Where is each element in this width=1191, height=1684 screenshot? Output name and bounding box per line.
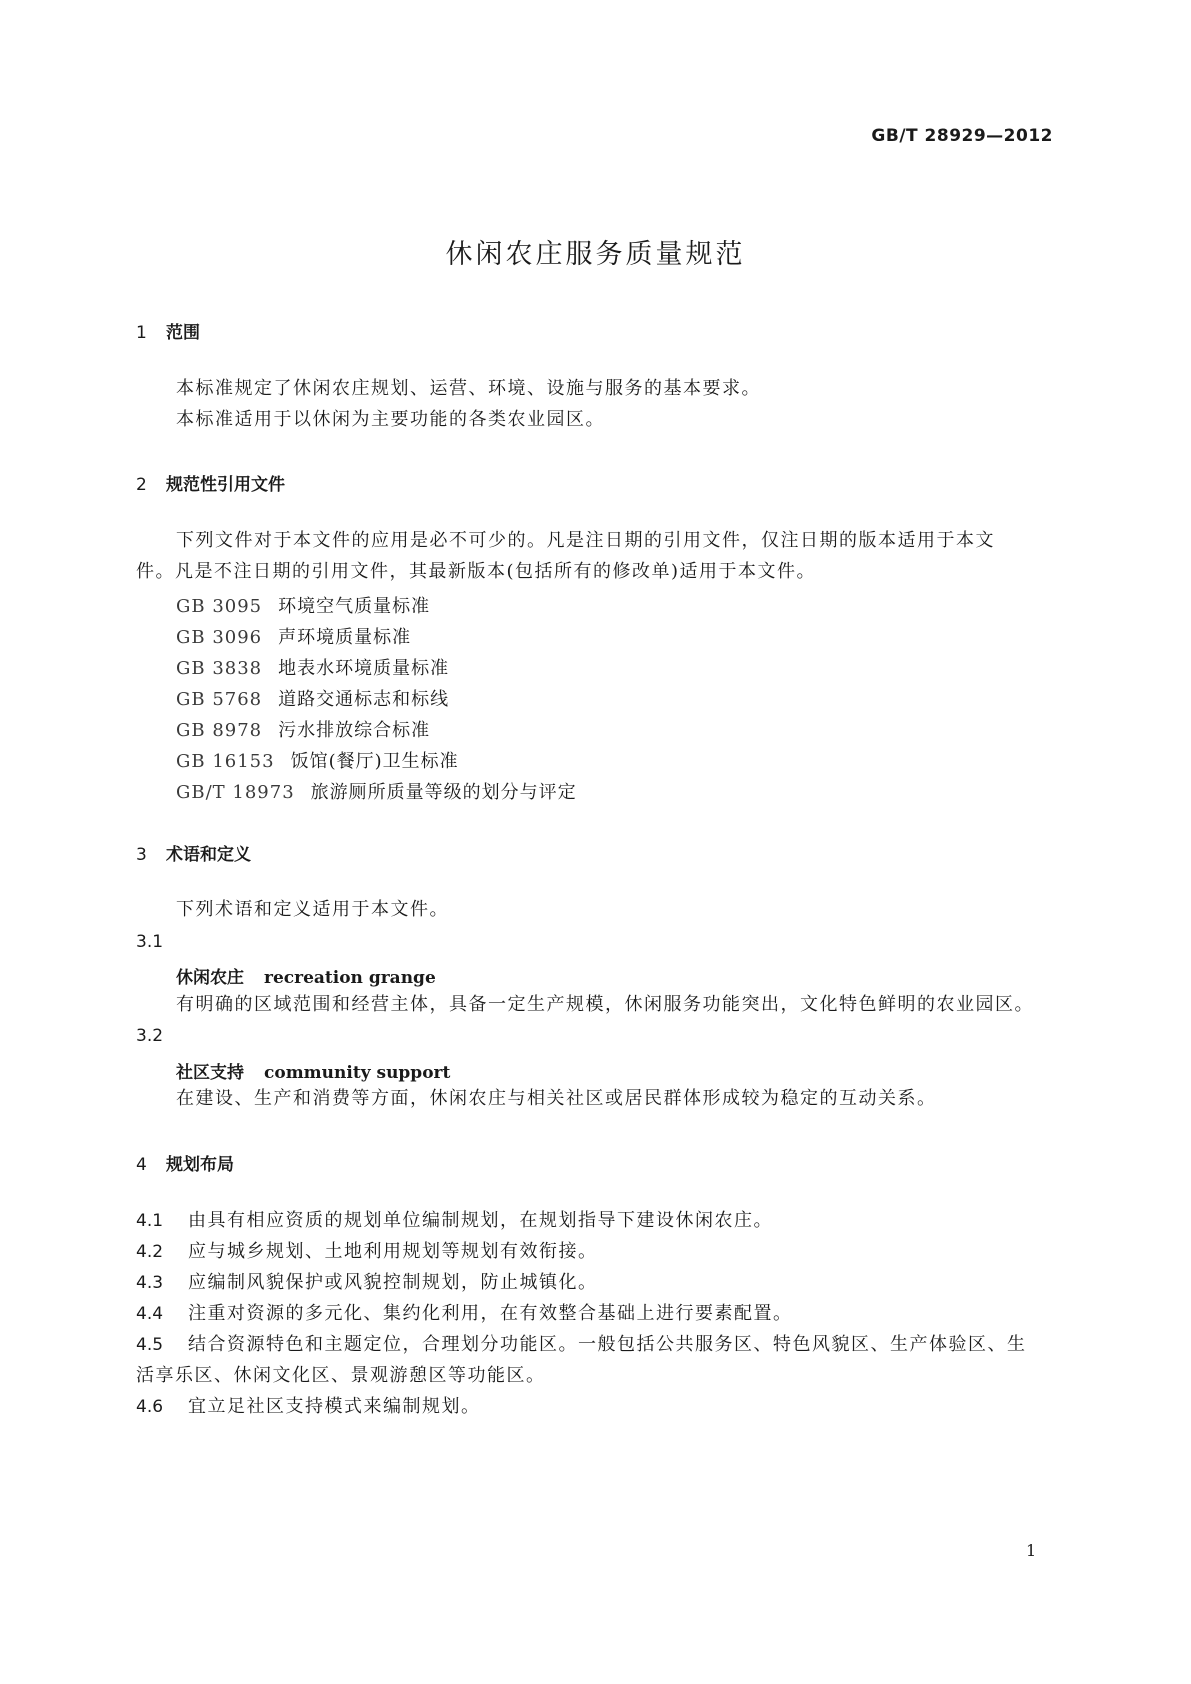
clause <box>136 1235 598 1269</box>
term-zh: 休闲农庄 <box>176 968 244 988</box>
clause-number: 4.5 <box>136 1335 164 1355</box>
section-heading-planning <box>136 1150 234 1175</box>
clause-text: 应与城乡规划、土地利用规划等规划有效衔接。 <box>188 1241 598 1262</box>
term-name <box>176 963 436 988</box>
section-title: 规范性引用文件 <box>166 475 285 495</box>
paragraph: 下列术语和定义适用于本文件。 <box>176 899 449 920</box>
clause-text: 由具有相应资质的规划单位编制规划，在规划指导下建设休闲农庄。 <box>188 1210 773 1231</box>
page-number: 1 <box>1026 1541 1037 1560</box>
clause-continuation: 活享乐区、休闲文化区、景观游憩区等功能区。 <box>136 1365 546 1386</box>
clause-text: 应编制风貌保护或风貌控制规划，防止城镇化。 <box>188 1272 598 1293</box>
clause-number: 4.1 <box>136 1211 164 1231</box>
section-number: 4 <box>136 1155 147 1175</box>
reference-name: 环境空气质量标准 <box>278 596 431 617</box>
clause <box>136 1297 793 1331</box>
section-number: 2 <box>136 475 147 495</box>
reference-name: 道路交通标志和标线 <box>278 689 450 710</box>
reference-name: 声环境质量标准 <box>278 627 412 648</box>
reference-item <box>176 716 430 742</box>
term-definition: 有明确的区域范围和经营主体，具备一定生产规模，休闲服务功能突出，文化特色鲜明的农业园区。 <box>176 994 1034 1015</box>
document-title: 休闲农庄服务质量规范 <box>445 239 746 270</box>
reference-name: 地表水环境质量标准 <box>278 658 450 679</box>
section-heading-normative-references <box>136 470 285 495</box>
paragraph: 本标准规定了休闲农庄规划、运营、环境、设施与服务的基本要求。 <box>176 378 761 399</box>
section-heading-scope <box>136 318 200 343</box>
clause-number: 4.4 <box>136 1304 164 1324</box>
reference-item <box>176 623 411 649</box>
clause-number: 4.3 <box>136 1273 164 1293</box>
section-number: 3 <box>136 845 147 865</box>
clause-text: 宜立足社区支持模式来编制规划。 <box>188 1396 481 1417</box>
reference-item <box>176 747 459 773</box>
clause-number: 4.2 <box>136 1242 164 1262</box>
reference-item <box>176 654 449 680</box>
clause <box>136 1266 598 1300</box>
reference-code: GB/T 18973 <box>176 782 295 803</box>
clause <box>136 1328 1027 1362</box>
paragraph: 本标准适用于以休闲为主要功能的各类农业园区。 <box>176 409 605 430</box>
reference-code: GB 8978 <box>176 720 263 741</box>
section-title: 术语和定义 <box>166 845 251 865</box>
term-number: 3.2 <box>136 1026 164 1046</box>
reference-code: GB 3096 <box>176 627 263 648</box>
section-title: 规划布局 <box>166 1155 234 1175</box>
reference-item <box>176 778 577 804</box>
standard-code: GB/T 28929—2012 <box>871 126 1053 146</box>
reference-code: GB 3838 <box>176 658 263 679</box>
term-en: community support <box>264 1063 451 1083</box>
reference-name: 饭馆(餐厅)卫生标准 <box>290 751 459 772</box>
paragraph: 下列文件对于本文件的应用是必不可少的。凡是注日期的引用文件，仅注日期的版本适用于本文 <box>176 530 995 551</box>
reference-item <box>176 592 430 618</box>
section-heading-terms <box>136 840 251 865</box>
clause <box>136 1204 773 1238</box>
reference-code: GB 5768 <box>176 689 263 710</box>
clause-text: 结合资源特色和主题定位，合理划分功能区。一般包括公共服务区、特色风貌区、生产体验区、生 <box>188 1334 1027 1355</box>
term-en: recreation grange <box>264 968 436 988</box>
clause <box>136 1390 481 1424</box>
section-title: 范围 <box>166 323 200 343</box>
term-zh: 社区支持 <box>176 1063 244 1083</box>
reference-item <box>176 685 449 711</box>
term-definition: 在建设、生产和消费等方面，休闲农庄与相关社区或居民群体形成较为稳定的互动关系。 <box>176 1088 937 1109</box>
reference-name: 旅游厕所质量等级的划分与评定 <box>310 782 577 803</box>
section-number: 1 <box>136 323 147 343</box>
reference-code: GB 3095 <box>176 596 263 617</box>
clause-number: 4.6 <box>136 1397 164 1417</box>
term-number: 3.1 <box>136 932 164 952</box>
paragraph: 件。凡是不注日期的引用文件，其最新版本(包括所有的修改单)适用于本文件。 <box>136 561 817 582</box>
reference-name: 污水排放综合标准 <box>278 720 431 741</box>
reference-code: GB 16153 <box>176 751 275 772</box>
clause-text: 注重对资源的多元化、集约化利用，在有效整合基础上进行要素配置。 <box>188 1303 793 1324</box>
term-name <box>176 1058 450 1083</box>
